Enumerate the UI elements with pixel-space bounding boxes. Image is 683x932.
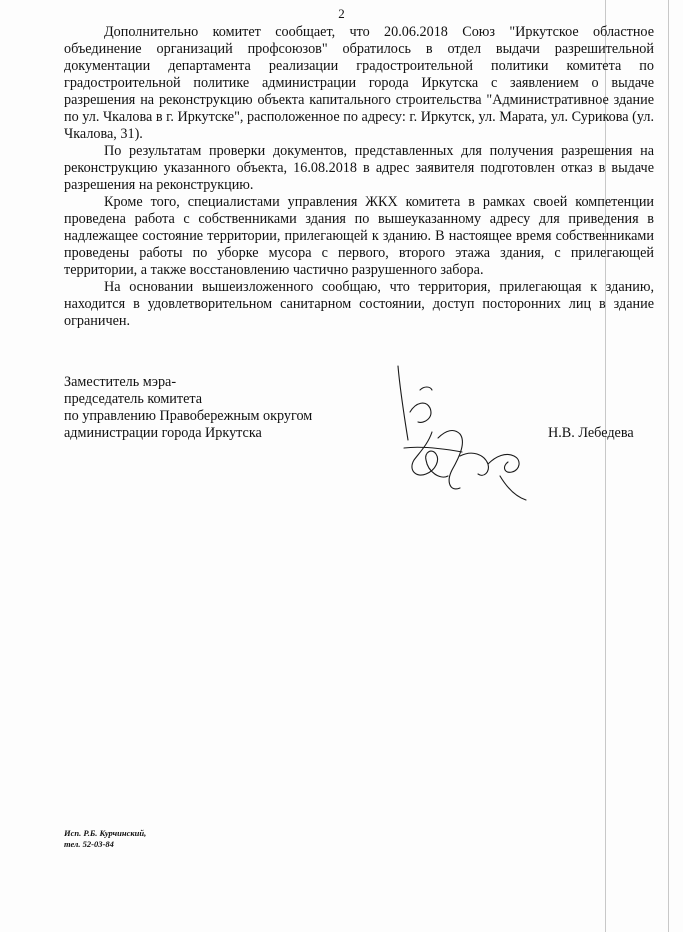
executor-phone: тел. 52-03-84 — [64, 839, 114, 849]
executor-name: Исп. Р.Б. Курчинский, — [64, 828, 147, 838]
paragraph: По результатам проверки документов, представленных для получения разрешения на реконструкцию указанного объекта, 16.08.2018 в адрес заявителя подготовлен отказ в выдаче разрешения на реконструкцию. — [64, 143, 654, 193]
signer-position-line: администрации города Иркутска — [64, 425, 262, 441]
signer-position-line: по управлению Правобережным округом — [64, 408, 313, 424]
signer-name: Н.В. Лебедева — [548, 425, 634, 441]
handwritten-signature — [380, 360, 550, 520]
letter-body — [64, 24, 654, 330]
paragraph: На основании вышеизложенного сообщаю, что территория, прилегающая к зданию, находится в удовлетворительном санитарном состоянии, доступ посторонних лиц в здание ограничен. — [64, 279, 654, 329]
executor-info — [64, 828, 146, 850]
signer-position — [64, 374, 312, 442]
scan-edge-line — [668, 0, 669, 932]
paragraph: Кроме того, специалистами управления ЖКХ комитета в рамках своей компетенции проведена работа с собственниками здания по вышеуказанному адресу для приведения в надлежащее состояние территории, прилегающей к зданию. В настоящее время собственниками проведены работы по уборке мусора с первого, второго этажа здания, с прилегающей территории, а также восстановлению частично разрушенного забора. — [64, 194, 654, 278]
signer-position-line: Заместитель мэра- — [64, 374, 177, 390]
paragraph: Дополнительно комитет сообщает, что 20.06.2018 Союз "Иркутское областное объединение организаций профсоюзов" обратилось в отдел выдачи разрешительной документации департамента реализации градостроительной политики комитета по градостроительной политике администрации города Иркутска с заявлением о выдаче разрешения на реконструкцию объекта капитального строительства "Административное здание по ул. Чкалова в г. Иркутске", расположенное по адресу: г. Иркутск, ул. Марата, ул. Сурикова (ул. Чкалова, 31). — [64, 24, 654, 142]
page-number: 2 — [338, 6, 345, 21]
signer-position-line: председатель комитета — [64, 391, 203, 407]
